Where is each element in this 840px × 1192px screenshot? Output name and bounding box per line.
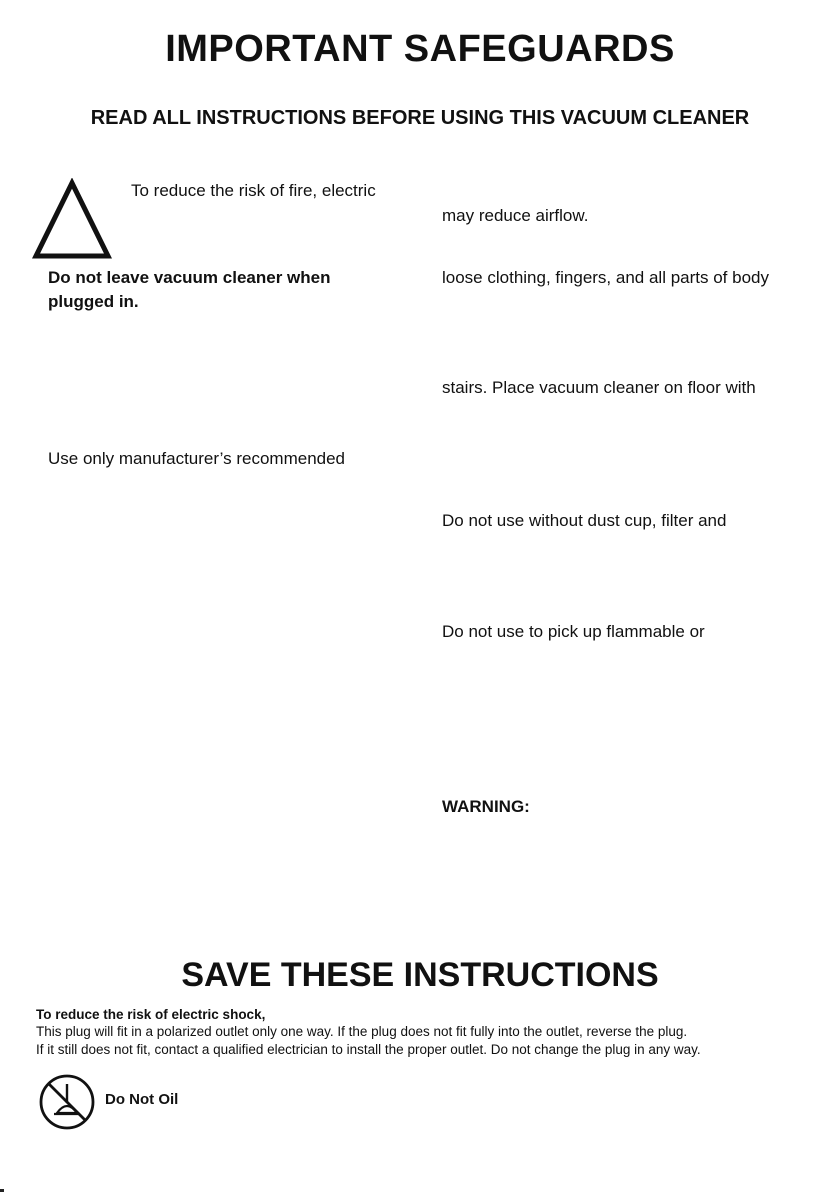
- warning-label: WARNING:: [442, 797, 530, 816]
- page-subtitle: READ ALL INSTRUCTIONS BEFORE USING THIS VACUUM CLEANER: [90, 107, 750, 129]
- page-title: IMPORTANT SAFEGUARDS: [165, 28, 675, 70]
- moving-parts-text: loose clothing, fingers, and all parts of body: [442, 268, 769, 287]
- airflow-text: may reduce airflow.: [442, 206, 589, 225]
- shock-instructions-line-1: This plug will fit in a polarized outlet only one way. If the plug does not fit fully into the outlet, reverse the plug.: [36, 1024, 688, 1039]
- unattended-warning-line-1: Do not leave vacuum cleaner when: [48, 268, 331, 287]
- stairs-text: stairs. Place vacuum cleaner on floor with: [442, 378, 756, 397]
- shock-instructions-line-2: If it still does not fit, contact a qualified electrician to install the proper outlet. Do not change the plug in any way.: [36, 1042, 701, 1057]
- flammable-text: Do not use to pick up flammable or: [442, 622, 705, 641]
- warning-intro-text: To reduce the risk of fire, electric: [131, 181, 376, 200]
- attachments-text: Use only manufacturer’s recommended: [48, 449, 346, 468]
- save-instructions-title: SAVE THESE INSTRUCTIONS: [181, 956, 659, 994]
- warning-triangle-icon: [32, 178, 112, 260]
- do-not-oil-label: Do Not Oil: [105, 1091, 179, 1108]
- unattended-warning-line-2: plugged in.: [48, 292, 139, 311]
- dust-cup-text: Do not use without dust cup, filter and: [442, 511, 727, 530]
- shock-heading: To reduce the risk of electric shock,: [36, 1007, 266, 1022]
- do-not-oil-icon: [38, 1073, 96, 1131]
